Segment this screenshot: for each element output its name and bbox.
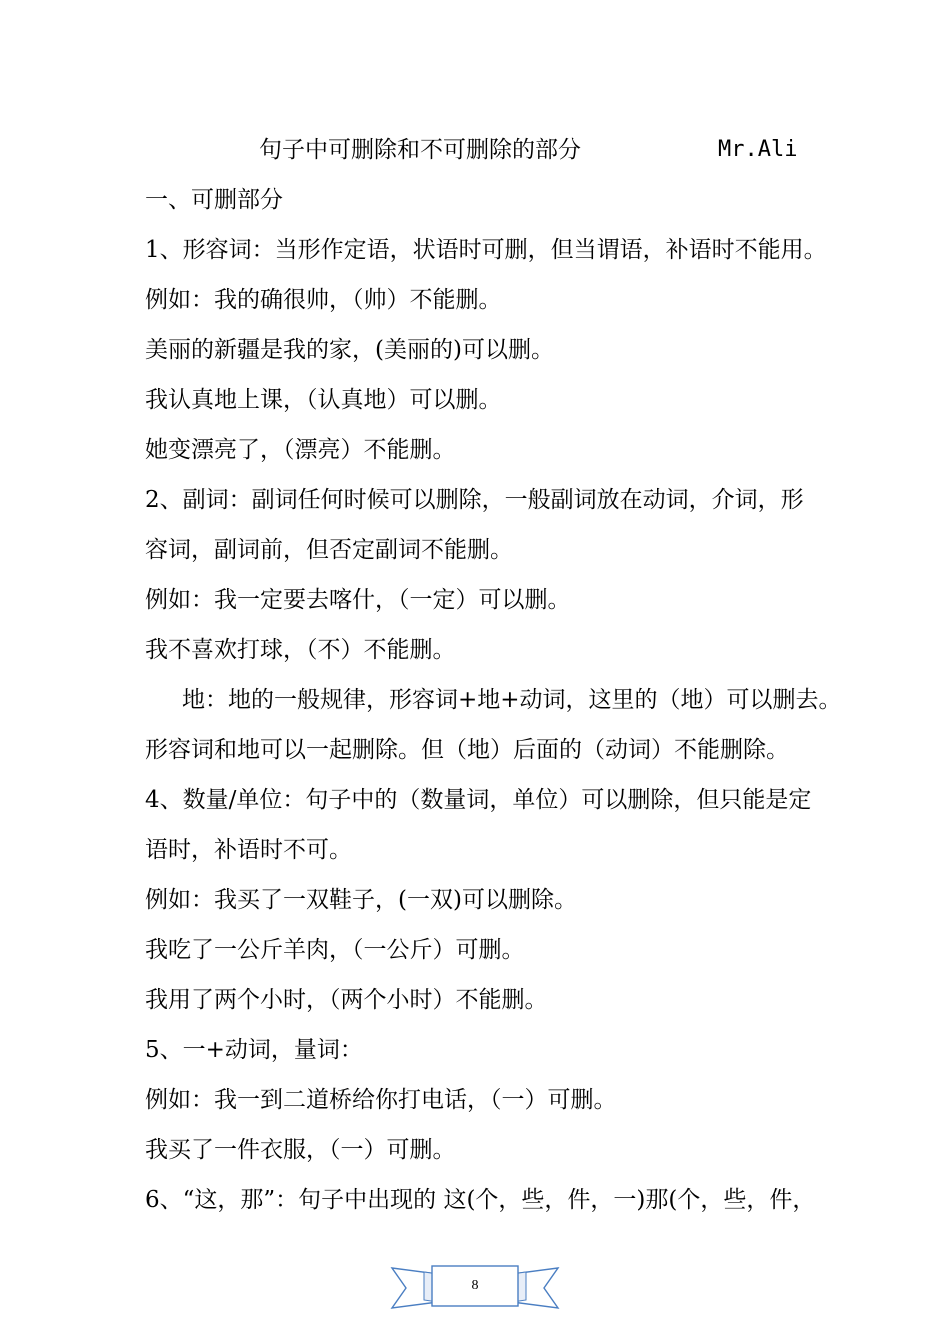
example-line: 例如：我一定要去喀什，（一定）可以删。 (145, 587, 571, 613)
rule-adjective: 1、形容词：当形作定语，状语时可删，但当谓语，补语时不能用。 (145, 237, 827, 263)
section-heading: 一、可删部分 (145, 187, 283, 213)
example-line: 例如：我买了一双鞋子，(一双)可以删除。 (145, 887, 577, 913)
rule-quantity: 4、数量/单位：句子中的（数量词，单位）可以删除，但只能是定 (145, 787, 812, 813)
example-line: 例如：我的确很帅，（帅）不能删。 (145, 287, 502, 313)
example-line: 我用了两个小时，（两个小时）不能删。 (145, 987, 548, 1013)
rule-yi-verb: 5、一+动词，量词： (145, 1037, 363, 1063)
example-line: 美丽的新疆是我的家，(美丽的)可以删。 (145, 337, 554, 363)
rule-adverb: 2、副词：副词任何时候可以删除，一般副词放在动词，介词，形 (145, 487, 804, 513)
rule-demonstrative: 6、“这，那”：句子中出现的 这(个，些，件，一)那(个，些，件， (145, 1187, 816, 1213)
example-line: 我吃了一公斤羊肉，（一公斤）可删。 (145, 937, 525, 963)
page-number: 8 (471, 1278, 479, 1293)
rule-de-particle: 地：地的一般规律，形容词+地+动词，这里的（地）可以删去。 (182, 687, 842, 713)
rule-adverb-continued: 容词，副词前，但否定副词不能删。 (145, 537, 513, 563)
rule-quantity-continued: 语时，补语时不可。 (145, 837, 352, 863)
page-footer (390, 1262, 560, 1314)
example-line: 我买了一件衣服，（一）可删。 (145, 1137, 456, 1163)
example-line: 例如：我一到二道桥给你打电话，（一）可删。 (145, 1087, 617, 1113)
author-name: Mr.Ali (718, 137, 798, 162)
document-title: 句子中可删除和不可删除的部分 (259, 137, 581, 163)
example-line: 她变漂亮了，（漂亮）不能删。 (145, 437, 456, 463)
document-body (145, 182, 845, 1232)
header (0, 132, 950, 168)
example-line: 我不喜欢打球，（不）不能删。 (145, 637, 456, 663)
rule-de-particle-continued: 形容词和地可以一起删除。但（地）后面的（动词）不能删除。 (145, 737, 789, 763)
example-line: 我认真地上课，（认真地）可以删。 (145, 387, 502, 413)
